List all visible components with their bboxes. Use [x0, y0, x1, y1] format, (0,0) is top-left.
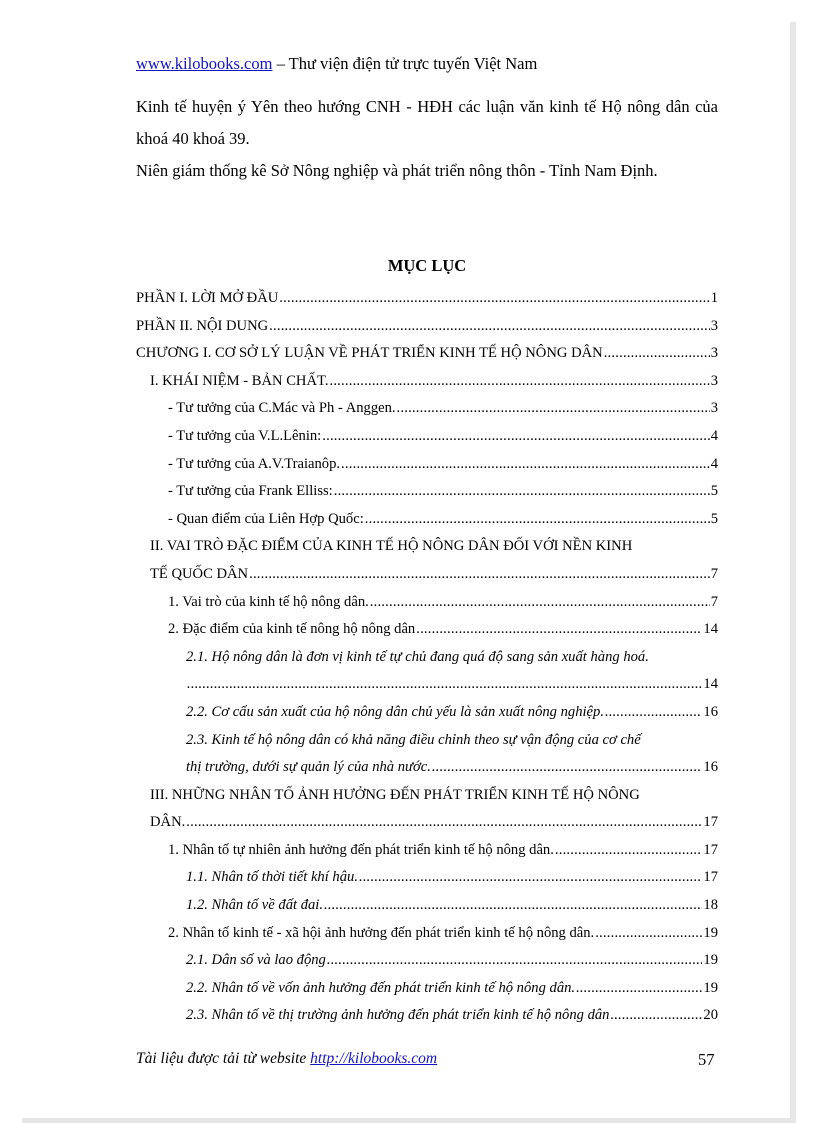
toc-leader: [610, 1002, 702, 1030]
toc-leader: [329, 368, 709, 396]
toc-page: 19: [703, 924, 718, 941]
toc-page: 5: [710, 483, 718, 500]
toc-leader: [604, 340, 710, 368]
toc-page: 7: [710, 593, 718, 610]
toc-entry[interactable]: [136, 754, 718, 782]
page-shadow-right: [790, 22, 796, 1120]
page-number: 57: [698, 1050, 715, 1069]
toc-leader: [605, 699, 702, 727]
toc-entry-text[interactable]: 2.3. Kinh tế hộ nông dân có khả năng điều chỉnh theo sự vận động của cơ chế: [186, 731, 641, 748]
toc-entry-text: 2.3. Nhân tố về thị trường ảnh hưởng đến phát triển kinh tế hộ nông dân: [186, 1007, 610, 1024]
toc-leader: [327, 947, 703, 975]
toc-page: 19: [703, 952, 718, 969]
toc-leader: [555, 837, 703, 865]
toc-entry-text: - Tư tưởng của V.L.Lênin:: [168, 427, 322, 444]
toc-page: 18: [703, 897, 718, 914]
toc-entry-text: - Tư tưởng của Frank Elliss:: [168, 483, 333, 500]
toc-page: 16: [703, 703, 718, 720]
toc-title: MỤC LỤC: [387, 256, 467, 275]
toc-leader: [432, 754, 702, 782]
toc-leader: [576, 975, 702, 1003]
toc-leader: [416, 616, 702, 644]
toc-entry-text: CHƯƠNG I. CƠ SỞ LÝ LUẬN VỀ PHÁT TRIỂN KINH TẾ HỘ NÔNG DÂN: [136, 345, 603, 362]
toc-entry-text: I. KHÁI NIỆM - BẢN CHẤT.: [150, 372, 329, 389]
page-header: [136, 54, 537, 74]
toc-entry-text: PHẦN II. NỘI DUNG: [136, 317, 269, 334]
toc-entry-text[interactable]: 2.1. Hộ nông dân là đơn vị kinh tế tự chủ đang quá độ sang sản xuất hàng hoá.: [186, 648, 649, 665]
toc-entry-text: 1. Nhân tố tự nhiên ảnh hưởng đến phát triển kinh tế hộ nông dân.: [168, 841, 554, 858]
toc-page: 19: [703, 979, 718, 996]
toc-entry[interactable]: [136, 313, 718, 341]
toc-entry-text: 2.1. Dân số và lao động: [186, 952, 326, 969]
toc-entry[interactable]: [136, 1002, 718, 1030]
toc-leader: [334, 478, 710, 506]
toc-page: 1: [710, 290, 718, 306]
toc-entry[interactable]: [136, 340, 718, 368]
toc-leader: [365, 506, 710, 534]
toc-leader: [249, 561, 710, 589]
toc-entry-text: - Tư tưởng của C.Mác và Ph - Anggen.: [168, 400, 396, 417]
toc-entry-text-cont: DÂN.: [150, 814, 186, 831]
toc-entry-text: 1.1. Nhân tố thời tiết khí hậu.: [186, 869, 358, 886]
toc-leader: [269, 313, 710, 341]
toc-entry-text: 2. Nhân tố kinh tế - xã hội ảnh hưởng đến phát triển kinh tế hộ nông dân.: [168, 924, 595, 941]
toc-leader: [341, 451, 710, 479]
toc-page: 7: [710, 565, 718, 582]
toc-entry-text: 2.2. Nhân tố về vốn ảnh hưởng đến phát triển kinh tế hộ nông dân.: [186, 979, 576, 996]
toc-entry[interactable]: [136, 506, 718, 534]
toc-leader: [322, 423, 709, 451]
toc-entry[interactable]: [136, 589, 718, 617]
toc-entry[interactable]: [136, 699, 718, 727]
toc-leader: [595, 920, 702, 948]
toc-entry-text: PHẦN I. LỜI MỞ ĐẦU: [136, 290, 279, 306]
toc-page: 16: [703, 759, 718, 776]
toc-page: 3: [710, 400, 718, 417]
toc-entry[interactable]: [136, 561, 718, 589]
toc-page: 17: [703, 814, 718, 831]
toc-entry[interactable]: [136, 864, 718, 892]
toc-entry[interactable]: [136, 947, 718, 975]
page-footer: [136, 1050, 437, 1068]
toc-leader: [370, 589, 710, 617]
toc-leader: [397, 395, 710, 423]
toc-page: 14: [703, 621, 718, 638]
toc-entry[interactable]: [136, 395, 718, 423]
toc-page: 3: [710, 317, 718, 334]
page-shadow-bottom: [22, 1118, 796, 1123]
toc-page: 4: [710, 427, 718, 444]
toc-entry[interactable]: [136, 809, 718, 837]
toc-page: 4: [710, 455, 718, 472]
header-link[interactable]: www.kilobooks.com: [136, 54, 273, 73]
toc-page: 17: [703, 869, 718, 886]
toc-leader: [324, 892, 702, 920]
toc-entry-text: - Quan điểm của Liên Hợp Quốc:: [168, 510, 364, 527]
toc-page: 3: [710, 345, 718, 362]
toc-entry-text: 1.2. Nhân tố về đất đai.: [186, 897, 324, 914]
toc-entry[interactable]: [136, 368, 718, 396]
intro-paragraph: Kinh tế huyện ý Yên theo hướng CNH - HĐH các luận văn kinh tế Hộ nông dân của khoá 40 khoá 39.: [136, 97, 718, 148]
header-text: – Thư viện điện tử trực tuyến Việt Nam: [272, 54, 538, 73]
toc-entry[interactable]: [136, 975, 718, 1003]
toc-leader: [279, 285, 709, 313]
toc-entry-text-cont: TẾ QUỐC DÂN: [150, 565, 249, 582]
toc-entry[interactable]: [136, 285, 718, 313]
toc-page: 5: [710, 510, 718, 527]
toc-entry[interactable]: [136, 451, 718, 479]
toc-leader: [187, 671, 702, 699]
toc-leader: [186, 809, 702, 837]
toc-page: 3: [710, 372, 718, 389]
toc-entry-text-cont: thị trường, dưới sự quản lý của nhà nước.: [186, 759, 431, 776]
toc-entry[interactable]: [136, 478, 718, 506]
toc-page: 17: [703, 841, 718, 858]
toc-entry-text: 2.2. Cơ cấu sản xuất của hộ nông dân chủ yếu là sản xuất nông nghiệp.: [186, 703, 604, 720]
toc-entry[interactable]: [136, 423, 718, 451]
toc-entry[interactable]: [136, 920, 718, 948]
footer-text: Tài liệu được tải từ website: [136, 1050, 311, 1067]
toc-entry-text: - Tư tưởng của A.V.Traianôp.: [168, 455, 341, 472]
toc-entry-text: 1. Vai trò của kinh tế hộ nông dân.: [168, 593, 369, 610]
toc-entry[interactable]: [136, 837, 718, 865]
toc-page: 14: [703, 676, 718, 693]
toc-entry-text: 2. Đặc điểm của kinh tế nông hộ nông dân: [168, 621, 416, 638]
toc-entry-text[interactable]: III. NHỮNG NHÂN TỐ ẢNH HƯỞNG ĐẾN PHÁT TRIỂN KINH TẾ HỘ NÔNG: [150, 786, 640, 803]
footer-link[interactable]: http://kilobooks.com: [310, 1050, 438, 1067]
intro-paragraph: Niên giám thống kê Sở Nông nghiệp và phát triển nông thôn - Tỉnh Nam Định.: [136, 161, 658, 180]
table-of-contents: [136, 285, 718, 1030]
toc-entry[interactable]: [136, 671, 718, 699]
toc-entry-text[interactable]: II. VAI TRÒ ĐẶC ĐIỂM CỦA KINH TẾ HỘ NÔNG DÂN ĐỐI VỚI NỀN KINH: [150, 538, 633, 555]
toc-page: 20: [703, 1007, 718, 1024]
toc-entry[interactable]: [136, 616, 718, 644]
toc-entry[interactable]: [136, 892, 718, 920]
toc-leader: [359, 864, 702, 892]
